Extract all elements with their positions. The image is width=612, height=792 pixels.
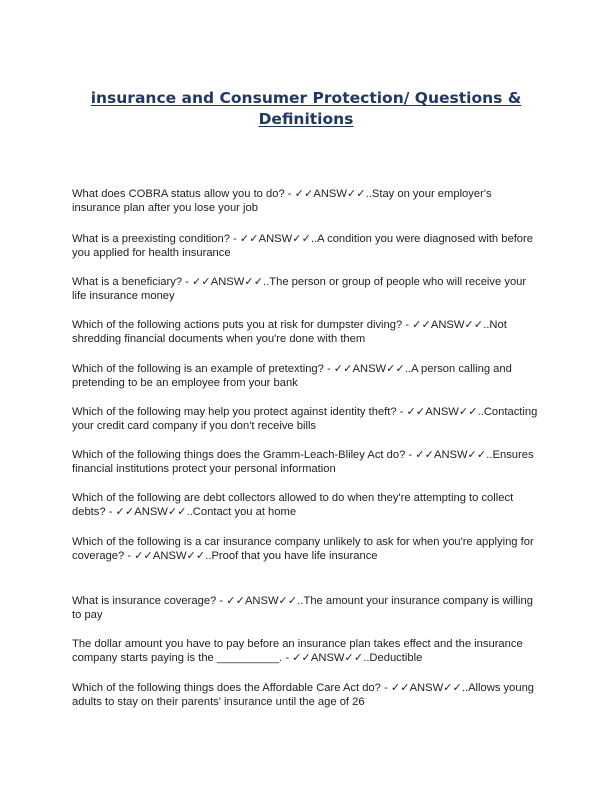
qa-entry-cobra: What does COBRA status allow you to do? - ✓✓ANSW✓✓..Stay on your employer's insurance plan after you lose your job: [72, 188, 492, 215]
qa-entry-gramm-leach-bliley: Which of the following things does the Gramm-Leach-Bliley Act do? - ✓✓ANSW✓✓..Ensures financial institutions protect your personal information: [72, 449, 534, 476]
qa-entry-debt-collectors: Which of the following are debt collectors allowed to do when they're attempting to collect debts? - ✓✓ANSW✓✓..Contact you at home: [72, 492, 514, 519]
document-title: insurance and Consumer Protection/ Questions & Definitions: [90, 89, 522, 128]
qa-entry-preexisting-condition: What is a preexisting condition? - ✓✓ANSW✓✓..A condition you were diagnosed with before you applied for health insurance: [72, 233, 533, 260]
qa-entry-dumpster-diving: Which of the following actions puts you at risk for dumpster diving? - ✓✓ANSW✓✓..Not shredding financial documents when you're done with them: [72, 319, 507, 346]
qa-entry-pretexting: Which of the following is an example of pretexting? - ✓✓ANSW✓✓..A person calling and pretending to be an employee from your bank: [72, 363, 512, 390]
qa-entry-beneficiary: What is a beneficiary? - ✓✓ANSW✓✓..The person or group of people who will receive your life insurance money: [72, 276, 527, 303]
qa-entry-deductible: The dollar amount you have to pay before an insurance plan takes effect and the insurance company starts paying is the __________. - ✓✓ANSW✓✓..Deductible: [72, 638, 523, 665]
qa-entry-affordable-care-act: Which of the following things does the Affordable Care Act do? - ✓✓ANSW✓✓..Allows young adults to stay on their parents' insurance until the age of 26: [72, 682, 535, 709]
qa-entry-insurance-coverage: What is insurance coverage? - ✓✓ANSW✓✓..The amount your insurance company is willing to pay: [72, 595, 533, 622]
qa-entry-car-insurance: Which of the following is a car insurance company unlikely to ask for when you're applying for coverage? - ✓✓ANSW✓✓..Proof that you have life insurance: [72, 536, 534, 563]
qa-entry-identity-theft: Which of the following may help you protect against identity theft? - ✓✓ANSW✓✓..Contacting your credit card company if you don't receive bills: [72, 406, 538, 433]
